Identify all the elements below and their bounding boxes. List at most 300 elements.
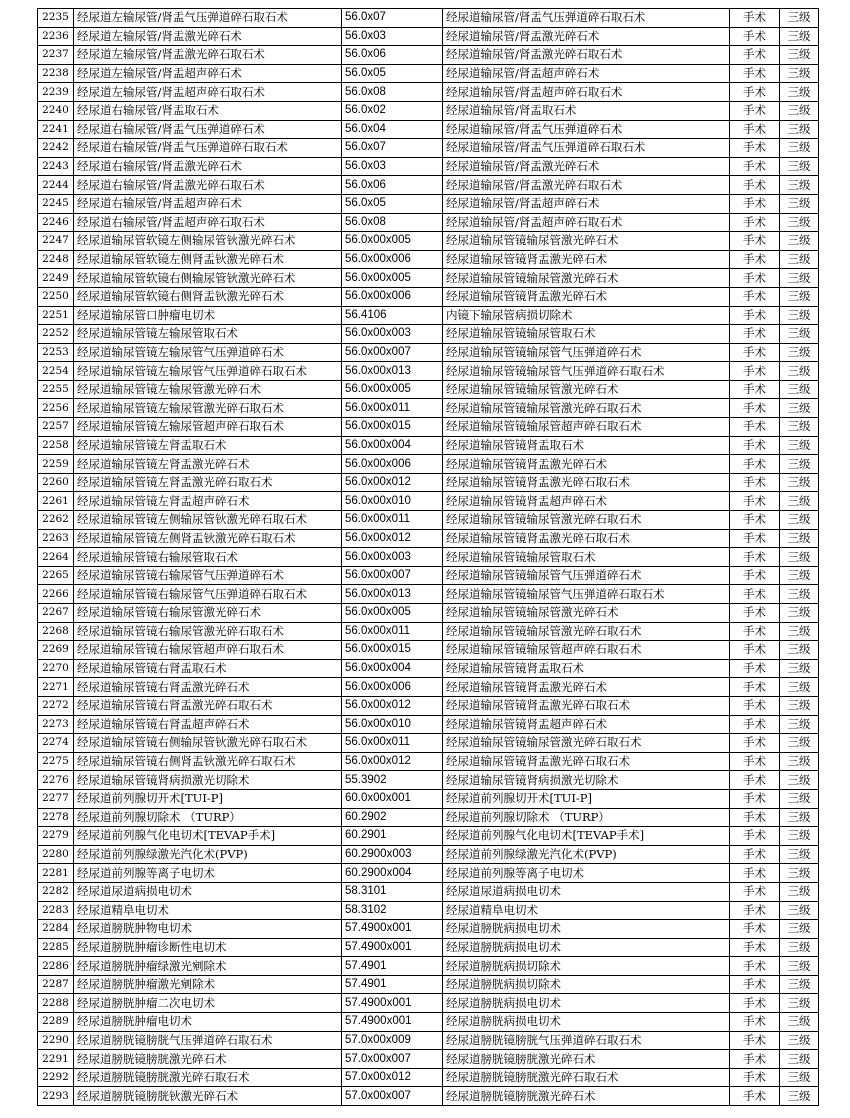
procedure-name: 经尿道输尿管软镜左侧输尿管钬激光碎石术 (74, 232, 342, 251)
procedure-type: 手术 (730, 641, 780, 660)
procedure-name: 经尿道前列腺绿激光汽化术(PVP) (74, 845, 342, 864)
procedure-code: 56.0x00x011 (342, 734, 443, 753)
standard-procedure-name: 经尿道输尿管/肾盂超声碎石取石术 (443, 83, 730, 102)
procedure-name: 经尿道输尿管软镜右侧肾盂钬激光碎石术 (74, 287, 342, 306)
standard-procedure-name: 经尿道前列腺切开术[TUI-P] (443, 789, 730, 808)
standard-procedure-name: 经尿道膀胱镜膀胱气压弹道碎石取石术 (443, 1031, 730, 1050)
procedure-code: 56.0x00x006 (342, 287, 443, 306)
procedure-level: 三级 (780, 492, 819, 511)
standard-procedure-name: 经尿道输尿管镜输尿管取石术 (443, 325, 730, 344)
procedure-type: 手术 (730, 1013, 780, 1032)
procedure-name: 经尿道输尿管镜左肾盂超声碎石术 (74, 492, 342, 511)
procedure-code: 57.4901 (342, 957, 443, 976)
row-number: 2244 (38, 176, 74, 195)
row-number: 2277 (38, 789, 74, 808)
procedure-level: 三级 (780, 529, 819, 548)
row-number: 2267 (38, 604, 74, 623)
procedure-level: 三级 (780, 46, 819, 65)
procedure-name: 经尿道左输尿管/肾盂超声碎石术 (74, 64, 342, 83)
procedure-code: 56.0x00x010 (342, 715, 443, 734)
procedure-name: 经尿道输尿管镜右输尿管激光碎石术 (74, 604, 342, 623)
row-number: 2280 (38, 845, 74, 864)
procedure-name: 经尿道输尿管镜左输尿管气压弹道碎石取石术 (74, 362, 342, 381)
procedure-type: 手术 (730, 864, 780, 883)
procedure-code: 56.0x00x011 (342, 399, 443, 418)
procedure-code: 56.0x00x005 (342, 380, 443, 399)
procedure-type: 手术 (730, 845, 780, 864)
table-row (38, 325, 819, 344)
procedure-name: 经尿道前列腺气化电切术[TEVAP手术] (74, 827, 342, 846)
table-row (38, 715, 819, 734)
table-row (38, 957, 819, 976)
standard-procedure-name: 经尿道前列腺切除术 （TURP） (443, 808, 730, 827)
row-number: 2292 (38, 1068, 74, 1087)
procedure-level: 三级 (780, 343, 819, 362)
procedure-type: 手术 (730, 678, 780, 697)
procedure-level: 三级 (780, 1031, 819, 1050)
table-row (38, 548, 819, 567)
procedure-type: 手术 (730, 789, 780, 808)
procedure-code: 57.4901 (342, 975, 443, 994)
procedure-level: 三级 (780, 678, 819, 697)
procedure-type: 手术 (730, 139, 780, 158)
table-row (38, 418, 819, 437)
table-row (38, 752, 819, 771)
table-row (38, 492, 819, 511)
table-row (38, 269, 819, 288)
procedure-code: 56.0x00x015 (342, 641, 443, 660)
procedure-name: 经尿道输尿管镜右肾盂激光碎石取石术 (74, 696, 342, 715)
procedure-type: 手术 (730, 399, 780, 418)
procedure-name: 经尿道膀胱肿物电切术 (74, 920, 342, 939)
table-row (38, 696, 819, 715)
row-number: 2238 (38, 64, 74, 83)
procedure-type: 手术 (730, 659, 780, 678)
procedure-level: 三级 (780, 380, 819, 399)
procedure-code: 57.0x00x007 (342, 1087, 443, 1106)
procedure-name: 经尿道输尿管镜左输尿管激光碎石取石术 (74, 399, 342, 418)
row-number: 2273 (38, 715, 74, 734)
procedure-level: 三级 (780, 9, 819, 28)
row-number: 2293 (38, 1087, 74, 1106)
standard-procedure-name: 经尿道输尿管镜输尿管气压弹道碎石术 (443, 566, 730, 585)
procedure-type: 手术 (730, 938, 780, 957)
row-number: 2289 (38, 1013, 74, 1032)
table-row (38, 1050, 819, 1069)
procedure-level: 三级 (780, 455, 819, 474)
procedure-level: 三级 (780, 306, 819, 325)
row-number: 2236 (38, 27, 74, 46)
standard-procedure-name: 经尿道输尿管镜肾盂激光碎石取石术 (443, 529, 730, 548)
standard-procedure-name: 经尿道输尿管镜输尿管激光碎石取石术 (443, 734, 730, 753)
procedure-code: 57.0x00x007 (342, 1050, 443, 1069)
standard-procedure-name: 经尿道输尿管镜输尿管激光碎石术 (443, 269, 730, 288)
standard-procedure-name: 经尿道输尿管镜输尿管激光碎石取石术 (443, 399, 730, 418)
table-row (38, 157, 819, 176)
procedure-name: 经尿道左输尿管/肾盂气压弹道碎石取石术 (74, 9, 342, 28)
table-row (38, 46, 819, 65)
standard-procedure-name: 经尿道输尿管镜输尿管超声碎石取石术 (443, 641, 730, 660)
standard-procedure-name: 经尿道输尿管镜输尿管激光碎石术 (443, 604, 730, 623)
procedure-code: 57.0x00x012 (342, 1068, 443, 1087)
procedure-level: 三级 (780, 845, 819, 864)
procedure-code: 56.0x00x005 (342, 232, 443, 251)
procedure-code: 57.4900x001 (342, 1013, 443, 1032)
procedure-type: 手术 (730, 734, 780, 753)
table-row (38, 882, 819, 901)
row-number: 2249 (38, 269, 74, 288)
procedure-level: 三级 (780, 957, 819, 976)
table-row (38, 845, 819, 864)
row-number: 2260 (38, 473, 74, 492)
table-row (38, 827, 819, 846)
procedure-name: 经尿道输尿管镜左肾盂取石术 (74, 436, 342, 455)
table-row (38, 975, 819, 994)
procedure-name: 经尿道输尿管镜肾病损激光切除术 (74, 771, 342, 790)
procedure-name: 经尿道膀胱肿瘤二次电切术 (74, 994, 342, 1013)
standard-procedure-name: 经尿道精阜电切术 (443, 901, 730, 920)
procedure-level: 三级 (780, 250, 819, 269)
procedure-level: 三级 (780, 287, 819, 306)
procedure-type: 手术 (730, 585, 780, 604)
procedure-code: 56.0x03 (342, 157, 443, 176)
procedure-code: 56.0x00x013 (342, 362, 443, 381)
procedure-code: 56.0x05 (342, 64, 443, 83)
procedure-name: 经尿道输尿管镜左侧输尿管钬激光碎石取石术 (74, 511, 342, 530)
row-number: 2246 (38, 213, 74, 232)
procedure-type: 手术 (730, 418, 780, 437)
procedure-name: 经尿道右输尿管/肾盂激光碎石术 (74, 157, 342, 176)
procedure-type: 手术 (730, 566, 780, 585)
procedure-type: 手术 (730, 380, 780, 399)
procedure-type: 手术 (730, 1050, 780, 1069)
procedure-code: 57.4900x001 (342, 938, 443, 957)
procedure-code: 56.0x07 (342, 9, 443, 28)
procedure-level: 三级 (780, 659, 819, 678)
procedure-level: 三级 (780, 734, 819, 753)
table-row (38, 101, 819, 120)
procedure-code: 56.0x08 (342, 213, 443, 232)
procedure-type: 手术 (730, 362, 780, 381)
procedure-name: 经尿道前列腺等离子电切术 (74, 864, 342, 883)
procedure-level: 三级 (780, 789, 819, 808)
procedure-code: 56.0x00x010 (342, 492, 443, 511)
row-number: 2259 (38, 455, 74, 474)
procedure-type: 手术 (730, 436, 780, 455)
procedure-type: 手术 (730, 83, 780, 102)
row-number: 2268 (38, 622, 74, 641)
procedure-name: 经尿道前列腺切除术 （TURP） (74, 808, 342, 827)
row-number: 2241 (38, 120, 74, 139)
procedure-level: 三级 (780, 232, 819, 251)
table-row (38, 641, 819, 660)
standard-procedure-name: 经尿道输尿管/肾盂超声碎石术 (443, 64, 730, 83)
procedure-level: 三级 (780, 938, 819, 957)
procedure-type: 手术 (730, 827, 780, 846)
procedure-level: 三级 (780, 27, 819, 46)
procedure-code: 56.0x00x012 (342, 752, 443, 771)
procedure-code: 56.0x05 (342, 194, 443, 213)
procedure-name: 经尿道精阜电切术 (74, 901, 342, 920)
table-row (38, 83, 819, 102)
procedure-code: 60.0x00x001 (342, 789, 443, 808)
table-row (38, 1031, 819, 1050)
procedure-type: 手术 (730, 994, 780, 1013)
procedure-code: 56.0x04 (342, 120, 443, 139)
table-row (38, 232, 819, 251)
procedure-code: 56.0x00x007 (342, 343, 443, 362)
standard-procedure-name: 经尿道膀胱病损切除术 (443, 957, 730, 976)
procedure-code: 56.0x00x011 (342, 622, 443, 641)
standard-procedure-name: 经尿道输尿管镜肾盂激光碎石术 (443, 250, 730, 269)
table-row (38, 511, 819, 530)
procedure-type: 手术 (730, 622, 780, 641)
procedure-table (37, 8, 819, 1106)
row-number: 2275 (38, 752, 74, 771)
procedure-code: 56.0x00x013 (342, 585, 443, 604)
procedure-name: 经尿道膀胱镜膀胱激光碎石取石术 (74, 1068, 342, 1087)
table-row (38, 771, 819, 790)
procedure-level: 三级 (780, 399, 819, 418)
procedure-code: 56.0x07 (342, 139, 443, 158)
procedure-name: 经尿道输尿管镜右输尿管取石术 (74, 548, 342, 567)
standard-procedure-name: 经尿道前列腺气化电切术[TEVAP手术] (443, 827, 730, 846)
row-number: 2237 (38, 46, 74, 65)
table-row (38, 789, 819, 808)
procedure-code: 58.3102 (342, 901, 443, 920)
table-row (38, 529, 819, 548)
procedure-type: 手术 (730, 46, 780, 65)
standard-procedure-name: 经尿道尿道病损电切术 (443, 882, 730, 901)
procedure-name: 经尿道输尿管软镜右侧输尿管钬激光碎石术 (74, 269, 342, 288)
procedure-type: 手术 (730, 548, 780, 567)
procedure-level: 三级 (780, 157, 819, 176)
standard-procedure-name: 内镜下输尿管病损切除术 (443, 306, 730, 325)
standard-procedure-name: 经尿道膀胱镜膀胱激光碎石术 (443, 1050, 730, 1069)
table-row (38, 938, 819, 957)
procedure-name: 经尿道输尿管镜左肾盂激光碎石术 (74, 455, 342, 474)
row-number: 2276 (38, 771, 74, 790)
row-number: 2285 (38, 938, 74, 957)
procedure-name: 经尿道右输尿管/肾盂取石术 (74, 101, 342, 120)
table-row (38, 864, 819, 883)
procedure-type: 手术 (730, 492, 780, 511)
procedure-level: 三级 (780, 269, 819, 288)
table-row (38, 808, 819, 827)
standard-procedure-name: 经尿道输尿管镜输尿管激光碎石取石术 (443, 511, 730, 530)
procedure-name: 经尿道膀胱肿瘤激光剜除术 (74, 975, 342, 994)
procedure-name: 经尿道尿道病损电切术 (74, 882, 342, 901)
procedure-code: 60.2902 (342, 808, 443, 827)
procedure-name: 经尿道输尿管镜右肾盂超声碎石术 (74, 715, 342, 734)
row-number: 2245 (38, 194, 74, 213)
procedure-code: 56.0x00x003 (342, 325, 443, 344)
procedure-level: 三级 (780, 920, 819, 939)
standard-procedure-name: 经尿道输尿管镜输尿管取石术 (443, 548, 730, 567)
row-number: 2264 (38, 548, 74, 567)
table-row (38, 27, 819, 46)
row-number: 2269 (38, 641, 74, 660)
standard-procedure-name: 经尿道输尿管/肾盂激光碎石术 (443, 27, 730, 46)
procedure-type: 手术 (730, 120, 780, 139)
procedure-level: 三级 (780, 715, 819, 734)
procedure-type: 手术 (730, 157, 780, 176)
procedure-type: 手术 (730, 325, 780, 344)
table-row (38, 343, 819, 362)
table-row (38, 659, 819, 678)
procedure-level: 三级 (780, 1013, 819, 1032)
procedure-name: 经尿道膀胱肿瘤电切术 (74, 1013, 342, 1032)
procedure-code: 56.0x00x006 (342, 250, 443, 269)
procedure-level: 三级 (780, 511, 819, 530)
procedure-name: 经尿道输尿管镜左输尿管取石术 (74, 325, 342, 344)
procedure-name: 经尿道左输尿管/肾盂激光碎石取石术 (74, 46, 342, 65)
procedure-code: 56.0x00x005 (342, 604, 443, 623)
procedure-type: 手术 (730, 213, 780, 232)
row-number: 2278 (38, 808, 74, 827)
row-number: 2282 (38, 882, 74, 901)
procedure-code: 56.0x00x011 (342, 511, 443, 530)
standard-procedure-name: 经尿道输尿管镜输尿管激光碎石术 (443, 380, 730, 399)
row-number: 2243 (38, 157, 74, 176)
procedure-level: 三级 (780, 194, 819, 213)
procedure-type: 手术 (730, 957, 780, 976)
procedure-code: 56.0x00x012 (342, 529, 443, 548)
standard-procedure-name: 经尿道膀胱病损电切术 (443, 1013, 730, 1032)
procedure-name: 经尿道右输尿管/肾盂气压弹道碎石取石术 (74, 139, 342, 158)
row-number: 2265 (38, 566, 74, 585)
procedure-code: 56.0x00x007 (342, 566, 443, 585)
procedure-level: 三级 (780, 752, 819, 771)
row-number: 2235 (38, 9, 74, 28)
procedure-level: 三级 (780, 566, 819, 585)
procedure-name: 经尿道输尿管镜左肾盂激光碎石取石术 (74, 473, 342, 492)
procedure-code: 55.3902 (342, 771, 443, 790)
procedure-name: 经尿道输尿管镜左输尿管超声碎石取石术 (74, 418, 342, 437)
procedure-code: 56.0x02 (342, 101, 443, 120)
row-number: 2253 (38, 343, 74, 362)
procedure-level: 三级 (780, 325, 819, 344)
procedure-name: 经尿道输尿管镜右肾盂激光碎石术 (74, 678, 342, 697)
procedure-name: 经尿道右输尿管/肾盂气压弹道碎石术 (74, 120, 342, 139)
procedure-type: 手术 (730, 771, 780, 790)
table-row (38, 64, 819, 83)
row-number: 2248 (38, 250, 74, 269)
standard-procedure-name: 经尿道输尿管镜输尿管气压弹道碎石术 (443, 343, 730, 362)
standard-procedure-name: 经尿道输尿管/肾盂气压弹道碎石取石术 (443, 9, 730, 28)
procedure-name: 经尿道输尿管口肿瘤电切术 (74, 306, 342, 325)
table-row (38, 566, 819, 585)
row-number: 2251 (38, 306, 74, 325)
procedure-level: 三级 (780, 139, 819, 158)
procedure-type: 手术 (730, 232, 780, 251)
standard-procedure-name: 经尿道输尿管镜输尿管气压弹道碎石取石术 (443, 362, 730, 381)
procedure-type: 手术 (730, 9, 780, 28)
row-number: 2281 (38, 864, 74, 883)
procedure-name: 经尿道膀胱镜膀胱气压弹道碎石取石术 (74, 1031, 342, 1050)
procedure-name: 经尿道膀胱肿瘤绿激光剜除术 (74, 957, 342, 976)
standard-procedure-name: 经尿道输尿管镜肾盂激光碎石取石术 (443, 752, 730, 771)
procedure-type: 手术 (730, 194, 780, 213)
procedure-type: 手术 (730, 901, 780, 920)
table-row (38, 120, 819, 139)
procedure-type: 手术 (730, 920, 780, 939)
procedure-name: 经尿道左输尿管/肾盂超声碎石取石术 (74, 83, 342, 102)
standard-procedure-name: 经尿道输尿管/肾盂气压弹道碎石取石术 (443, 139, 730, 158)
procedure-name: 经尿道前列腺切开术[TUI-P] (74, 789, 342, 808)
row-number: 2288 (38, 994, 74, 1013)
procedure-table-body (38, 9, 819, 1106)
procedure-level: 三级 (780, 864, 819, 883)
procedure-level: 三级 (780, 622, 819, 641)
row-number: 2255 (38, 380, 74, 399)
procedure-code: 57.0x00x009 (342, 1031, 443, 1050)
table-row (38, 678, 819, 697)
procedure-type: 手术 (730, 176, 780, 195)
row-number: 2279 (38, 827, 74, 846)
procedure-code: 56.4106 (342, 306, 443, 325)
table-row (38, 1068, 819, 1087)
procedure-name: 经尿道左输尿管/肾盂激光碎石术 (74, 27, 342, 46)
procedure-code: 60.2900x003 (342, 845, 443, 864)
procedure-level: 三级 (780, 1050, 819, 1069)
standard-procedure-name: 经尿道输尿管/肾盂激光碎石取石术 (443, 46, 730, 65)
procedure-name: 经尿道输尿管镜右输尿管气压弹道碎石术 (74, 566, 342, 585)
procedure-type: 手术 (730, 715, 780, 734)
procedure-type: 手术 (730, 752, 780, 771)
row-number: 2254 (38, 362, 74, 381)
table-row (38, 473, 819, 492)
row-number: 2250 (38, 287, 74, 306)
standard-procedure-name: 经尿道膀胱病损电切术 (443, 938, 730, 957)
table-row (38, 250, 819, 269)
procedure-name: 经尿道输尿管镜右侧肾盂钬激光碎石取石术 (74, 752, 342, 771)
procedure-name: 经尿道右输尿管/肾盂超声碎石取石术 (74, 213, 342, 232)
standard-procedure-name: 经尿道输尿管镜肾盂激光碎石术 (443, 287, 730, 306)
procedure-type: 手术 (730, 269, 780, 288)
procedure-type: 手术 (730, 306, 780, 325)
procedure-type: 手术 (730, 250, 780, 269)
row-number: 2242 (38, 139, 74, 158)
procedure-code: 56.0x00x006 (342, 455, 443, 474)
standard-procedure-name: 经尿道输尿管镜输尿管气压弹道碎石取石术 (443, 585, 730, 604)
procedure-name: 经尿道右输尿管/肾盂超声碎石术 (74, 194, 342, 213)
row-number: 2270 (38, 659, 74, 678)
standard-procedure-name: 经尿道输尿管/肾盂激光碎石取石术 (443, 176, 730, 195)
procedure-code: 56.0x00x004 (342, 659, 443, 678)
row-number: 2247 (38, 232, 74, 251)
procedure-code: 56.0x00x006 (342, 678, 443, 697)
procedure-code: 57.4900x001 (342, 920, 443, 939)
procedure-level: 三级 (780, 436, 819, 455)
procedure-code: 56.0x00x015 (342, 418, 443, 437)
procedure-level: 三级 (780, 827, 819, 846)
procedure-type: 手术 (730, 64, 780, 83)
standard-procedure-name: 经尿道输尿管镜肾病损激光切除术 (443, 771, 730, 790)
procedure-type: 手术 (730, 975, 780, 994)
procedure-name: 经尿道输尿管镜右肾盂取石术 (74, 659, 342, 678)
procedure-code: 56.0x03 (342, 27, 443, 46)
standard-procedure-name: 经尿道输尿管/肾盂取石术 (443, 101, 730, 120)
standard-procedure-name: 经尿道膀胱病损电切术 (443, 994, 730, 1013)
procedure-type: 手术 (730, 529, 780, 548)
procedure-code: 58.3101 (342, 882, 443, 901)
table-row (38, 139, 819, 158)
table-row (38, 1013, 819, 1032)
procedure-code: 56.0x06 (342, 176, 443, 195)
row-number: 2291 (38, 1050, 74, 1069)
standard-procedure-name: 经尿道输尿管镜输尿管激光碎石术 (443, 232, 730, 251)
